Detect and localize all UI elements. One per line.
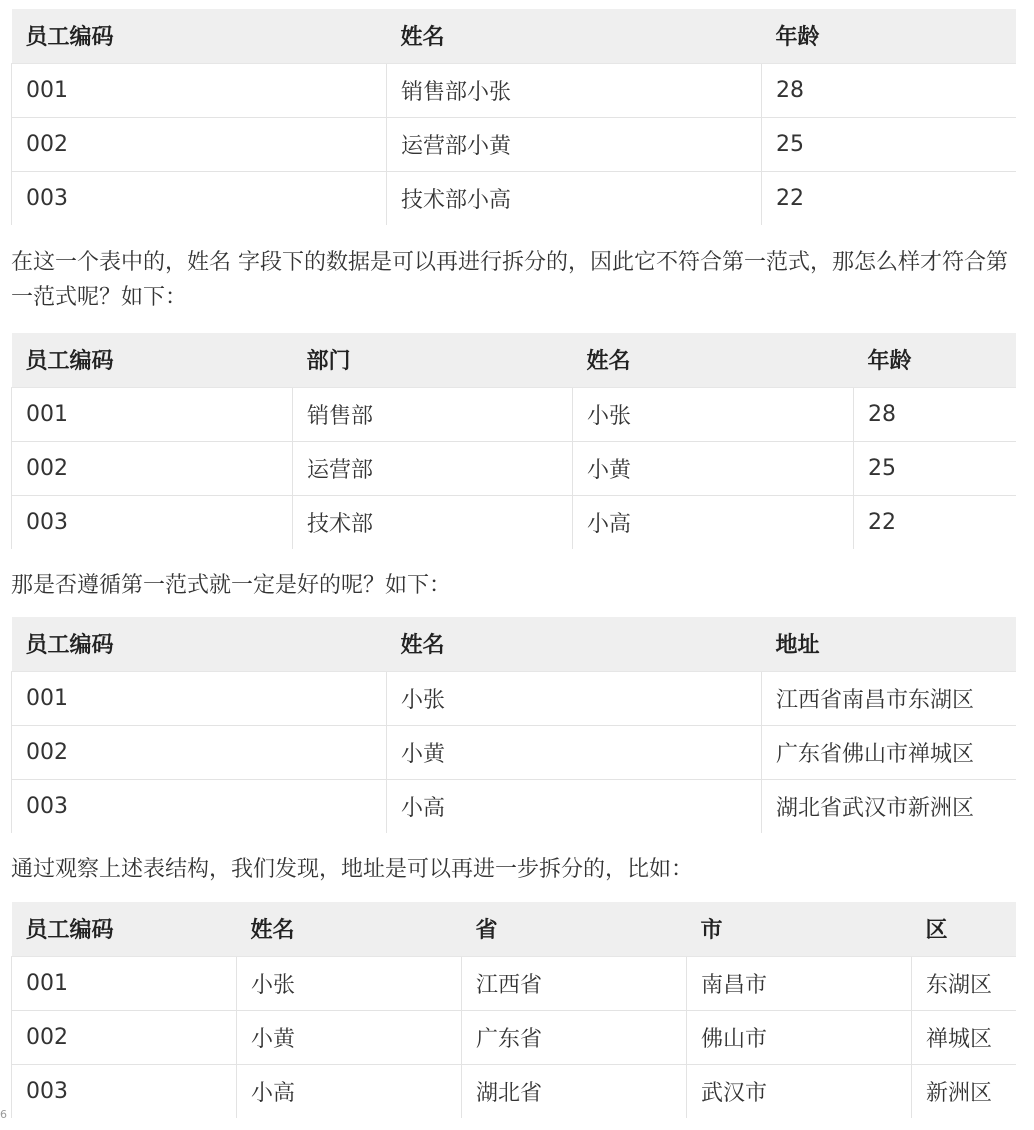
- table-header-row: [12, 902, 1016, 956]
- column-header: 年龄: [854, 333, 1016, 387]
- paragraph-explanation-1: 在这一个表中的，姓名 字段下的数据是可以再进行拆分的，因此它不符合第一范式，那怎么样才符合第一范式呢？如下：: [11, 250, 1008, 310]
- table-cell: 湖北省武汉市新洲区: [762, 779, 1016, 833]
- column-header: 员工编码: [12, 9, 387, 63]
- table-row: [12, 779, 1016, 833]
- table-cell: 广东省: [462, 1010, 687, 1064]
- table-cell: 广东省佛山市禅城区: [762, 725, 1016, 779]
- table-cell: 001: [12, 956, 237, 1010]
- column-header: 姓名: [237, 902, 462, 956]
- column-header: 姓名: [387, 9, 762, 63]
- table-cell: 小黄: [573, 441, 854, 495]
- table-cell: 小黄: [387, 725, 762, 779]
- table-cell: 运营部小黄: [387, 117, 762, 171]
- table-cell: 南昌市: [687, 956, 912, 1010]
- table-cell: 001: [12, 63, 387, 117]
- table-cell: 江西省: [462, 956, 687, 1010]
- table-cell: 001: [12, 387, 293, 441]
- table-cell: 销售部: [293, 387, 573, 441]
- employee-table-address: [11, 617, 1016, 833]
- table-header-row: [12, 9, 1016, 63]
- column-header: 部门: [293, 333, 573, 387]
- table-cell: 002: [12, 441, 293, 495]
- table-cell: 销售部小张: [387, 63, 762, 117]
- paragraph-explanation-3: 通过观察上述表结构，我们发现，地址是可以再进一步拆分的，比如：: [11, 857, 694, 882]
- column-header: 年龄: [762, 9, 1016, 63]
- table-cell: 22: [762, 171, 1016, 225]
- table-cell: 003: [12, 779, 387, 833]
- table-cell: 佛山市: [687, 1010, 912, 1064]
- table-row: [12, 1010, 1016, 1064]
- table-cell: 22: [854, 495, 1016, 549]
- table-cell: 湖北省: [462, 1064, 687, 1118]
- column-header: 区: [912, 902, 1016, 956]
- table-cell: 小高: [387, 779, 762, 833]
- table-cell: 002: [12, 1010, 237, 1064]
- table-row: [12, 117, 1016, 171]
- table-cell: 小张: [573, 387, 854, 441]
- table-header-row: [12, 333, 1016, 387]
- table-row: [12, 387, 1016, 441]
- column-header: 市: [687, 902, 912, 956]
- column-header: 姓名: [573, 333, 854, 387]
- employee-table-split-address: [11, 902, 1016, 1118]
- table-cell: 江西省南昌市东湖区: [762, 671, 1016, 725]
- column-header: 员工编码: [12, 902, 237, 956]
- paragraph-explanation-2: 那是否遵循第一范式就一定是好的呢？如下：: [11, 573, 452, 598]
- table-cell: 小张: [387, 671, 762, 725]
- table-cell: 002: [12, 117, 387, 171]
- column-header: 省: [462, 902, 687, 956]
- table-row: [12, 1064, 1016, 1118]
- corner-page-mark: 6: [0, 1108, 7, 1121]
- table-row: [12, 63, 1016, 117]
- employee-table-combined-name: [11, 9, 1016, 225]
- table-cell: 小张: [237, 956, 462, 1010]
- table-cell: 技术部小高: [387, 171, 762, 225]
- table-header-row: [12, 617, 1016, 671]
- table-cell: 运营部: [293, 441, 573, 495]
- table-cell: 东湖区: [912, 956, 1016, 1010]
- table-cell: 001: [12, 671, 387, 725]
- table-cell: 25: [854, 441, 1016, 495]
- table-row: [12, 171, 1016, 225]
- table-cell: 25: [762, 117, 1016, 171]
- table-cell: 小高: [573, 495, 854, 549]
- table-cell: 28: [762, 63, 1016, 117]
- table-cell: 003: [12, 495, 293, 549]
- table-cell: 禅城区: [912, 1010, 1016, 1064]
- table-cell: 003: [12, 171, 387, 225]
- table-cell: 技术部: [293, 495, 573, 549]
- table-cell: 003: [12, 1064, 237, 1118]
- table-row: [12, 441, 1016, 495]
- table-cell: 002: [12, 725, 387, 779]
- table-row: [12, 495, 1016, 549]
- table-cell: 小高: [237, 1064, 462, 1118]
- table-cell: 新洲区: [912, 1064, 1016, 1118]
- column-header: 员工编码: [12, 617, 387, 671]
- table-row: [12, 725, 1016, 779]
- employee-table-split-department: [11, 333, 1016, 549]
- table-row: [12, 956, 1016, 1010]
- column-header: 姓名: [387, 617, 762, 671]
- table-cell: 28: [854, 387, 1016, 441]
- table-cell: 小黄: [237, 1010, 462, 1064]
- table-cell: 武汉市: [687, 1064, 912, 1118]
- column-header: 员工编码: [12, 333, 293, 387]
- column-header: 地址: [762, 617, 1016, 671]
- table-row: [12, 671, 1016, 725]
